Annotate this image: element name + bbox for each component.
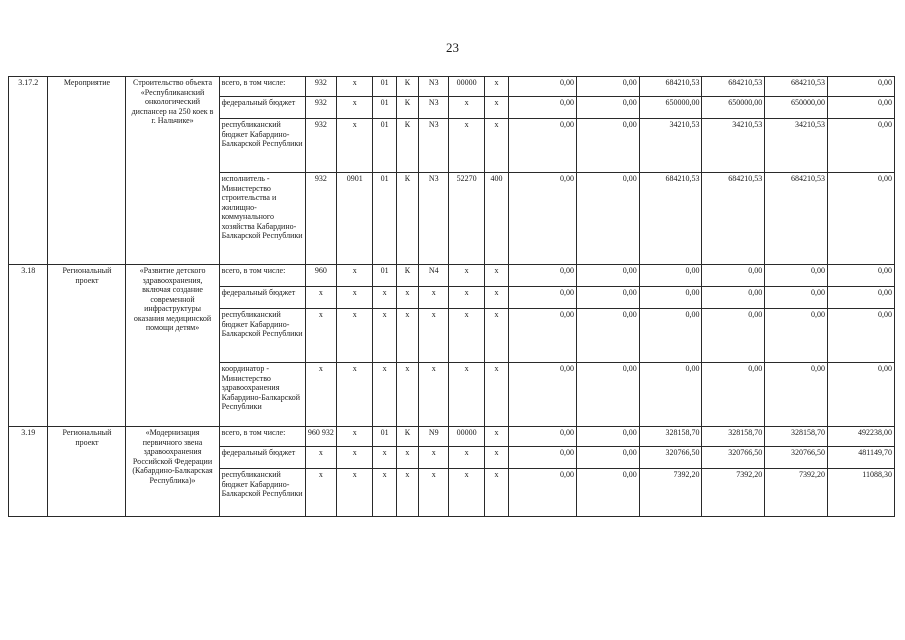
amount-year-6: 0,00 [828, 363, 895, 427]
amount-year-5: 650000,00 [765, 97, 828, 119]
amount-year-3: 650000,00 [639, 97, 702, 119]
amount-year-1: 0,00 [509, 287, 577, 309]
amount-year-1: 0,00 [509, 469, 577, 517]
section-code: х [337, 309, 373, 363]
amount-year-4: 320766,50 [702, 447, 765, 469]
project-code: N3 [419, 97, 449, 119]
section-code: 0901 [337, 173, 373, 265]
subprogram-code: К [396, 119, 418, 173]
section-code: х [337, 469, 373, 517]
funding-source: всего, в том числе: [219, 427, 305, 447]
program-code: 01 [373, 265, 396, 287]
section-code: х [337, 427, 373, 447]
amount-year-6: 11088,30 [828, 469, 895, 517]
direction-code: 00000 [449, 77, 484, 97]
direction-code: 52270 [449, 173, 484, 265]
section-type: Региональный проект [48, 265, 126, 427]
funding-source: федеральный бюджет [219, 287, 305, 309]
funding-source: республиканский бюджет Кабардино-Балкарской Республики [219, 469, 305, 517]
program-code: 01 [373, 97, 396, 119]
direction-code: х [449, 265, 484, 287]
group-code: 932 [305, 77, 336, 97]
section-type: Мероприятие [48, 77, 126, 265]
section-code: х [337, 447, 373, 469]
project-code: х [419, 469, 449, 517]
funding-source: республиканский бюджет Кабардино-Балкарской Республики [219, 309, 305, 363]
amount-year-6: 0,00 [828, 77, 895, 97]
amount-year-1: 0,00 [509, 97, 577, 119]
section-code: х [337, 363, 373, 427]
project-code: N4 [419, 265, 449, 287]
project-code: х [419, 363, 449, 427]
budget-table-body [9, 77, 895, 517]
group-code: х [305, 447, 336, 469]
table-row [9, 77, 895, 97]
expense-type-code: х [484, 265, 508, 287]
amount-year-4: 0,00 [702, 363, 765, 427]
funding-source: республиканский бюджет Кабардино-Балкарской Республики [219, 119, 305, 173]
amount-year-4: 7392,20 [702, 469, 765, 517]
program-code: 01 [373, 119, 396, 173]
amount-year-3: 320766,50 [639, 447, 702, 469]
subprogram-code: К [396, 427, 418, 447]
amount-year-4: 0,00 [702, 265, 765, 287]
amount-year-2: 0,00 [576, 77, 639, 97]
amount-year-1: 0,00 [509, 447, 577, 469]
program-code: х [373, 447, 396, 469]
group-code: 960 [305, 265, 336, 287]
section-code: х [337, 265, 373, 287]
group-code: х [305, 287, 336, 309]
direction-code: х [449, 119, 484, 173]
amount-year-6: 0,00 [828, 309, 895, 363]
section-code: х [337, 119, 373, 173]
amount-year-5: 684210,53 [765, 173, 828, 265]
direction-code: х [449, 469, 484, 517]
section-number: 3.17.2 [9, 77, 48, 265]
amount-year-5: 684210,53 [765, 77, 828, 97]
group-code: 932 [305, 173, 336, 265]
amount-year-3: 0,00 [639, 309, 702, 363]
amount-year-2: 0,00 [576, 265, 639, 287]
amount-year-3: 0,00 [639, 363, 702, 427]
direction-code: 00000 [449, 427, 484, 447]
expense-type-code: х [484, 363, 508, 427]
funding-source: всего, в том числе: [219, 265, 305, 287]
amount-year-2: 0,00 [576, 363, 639, 427]
program-code: х [373, 287, 396, 309]
group-code: 932 [305, 97, 336, 119]
funding-source: федеральный бюджет [219, 97, 305, 119]
funding-source: исполнитель - Министерство строительства и жилищно-коммунального хозяйства Кабардино-Балкарской Республики [219, 173, 305, 265]
amount-year-3: 0,00 [639, 265, 702, 287]
expense-type-code: х [484, 77, 508, 97]
expense-type-code: х [484, 97, 508, 119]
group-code: х [305, 363, 336, 427]
section-name: «Развитие детского здравоохранения, включая создание современной инфраструктуры оказания медицинской помощи детям» [126, 265, 219, 427]
amount-year-2: 0,00 [576, 427, 639, 447]
amount-year-6: 0,00 [828, 119, 895, 173]
project-code: N9 [419, 427, 449, 447]
project-code: х [419, 287, 449, 309]
amount-year-1: 0,00 [509, 427, 577, 447]
amount-year-3: 0,00 [639, 287, 702, 309]
direction-code: х [449, 287, 484, 309]
section-name: «Модернизация первичного звена здравоохранения Российской Федерации (Кабардино-Балкарская Республика)» [126, 427, 219, 517]
expense-type-code: х [484, 287, 508, 309]
amount-year-2: 0,00 [576, 173, 639, 265]
amount-year-1: 0,00 [509, 173, 577, 265]
amount-year-1: 0,00 [509, 77, 577, 97]
program-code: х [373, 469, 396, 517]
program-code: 01 [373, 427, 396, 447]
table-row [9, 427, 895, 447]
subprogram-code: К [396, 265, 418, 287]
amount-year-6: 481149,70 [828, 447, 895, 469]
amount-year-5: 0,00 [765, 287, 828, 309]
page-number: 23 [446, 40, 459, 55]
amount-year-4: 0,00 [702, 287, 765, 309]
amount-year-5: 320766,50 [765, 447, 828, 469]
amount-year-4: 684210,53 [702, 77, 765, 97]
amount-year-3: 684210,53 [639, 77, 702, 97]
direction-code: х [449, 309, 484, 363]
amount-year-2: 0,00 [576, 309, 639, 363]
amount-year-5: 328158,70 [765, 427, 828, 447]
subprogram-code: х [396, 469, 418, 517]
expense-type-code: х [484, 469, 508, 517]
amount-year-3: 34210,53 [639, 119, 702, 173]
funding-source: всего, в том числе: [219, 77, 305, 97]
amount-year-5: 7392,20 [765, 469, 828, 517]
expense-type-code: х [484, 119, 508, 173]
funding-source: федеральный бюджет [219, 447, 305, 469]
amount-year-6: 0,00 [828, 173, 895, 265]
amount-year-5: 0,00 [765, 309, 828, 363]
amount-year-2: 0,00 [576, 447, 639, 469]
direction-code: х [449, 363, 484, 427]
program-code: х [373, 363, 396, 427]
section-name: Строительство объекта «Республиканский онкологический диспансер на 250 коек в г. Нальчике» [126, 77, 219, 265]
section-type: Региональный проект [48, 427, 126, 517]
program-code: 01 [373, 173, 396, 265]
section-number: 3.18 [9, 265, 48, 427]
amount-year-2: 0,00 [576, 469, 639, 517]
amount-year-1: 0,00 [509, 309, 577, 363]
expense-type-code: 400 [484, 173, 508, 265]
amount-year-2: 0,00 [576, 97, 639, 119]
subprogram-code: К [396, 77, 418, 97]
program-code: х [373, 309, 396, 363]
section-code: х [337, 287, 373, 309]
amount-year-4: 684210,53 [702, 173, 765, 265]
budget-table [8, 76, 895, 517]
section-number: 3.19 [9, 427, 48, 517]
project-code: N3 [419, 77, 449, 97]
group-code: х [305, 469, 336, 517]
group-code: 960 932 [305, 427, 336, 447]
amount-year-4: 328158,70 [702, 427, 765, 447]
project-code: N3 [419, 119, 449, 173]
amount-year-5: 0,00 [765, 363, 828, 427]
expense-type-code: х [484, 309, 508, 363]
amount-year-1: 0,00 [509, 363, 577, 427]
subprogram-code: х [396, 309, 418, 363]
subprogram-code: К [396, 97, 418, 119]
amount-year-2: 0,00 [576, 119, 639, 173]
subprogram-code: х [396, 287, 418, 309]
amount-year-5: 0,00 [765, 265, 828, 287]
amount-year-4: 650000,00 [702, 97, 765, 119]
amount-year-4: 0,00 [702, 309, 765, 363]
project-code: N3 [419, 173, 449, 265]
project-code: х [419, 309, 449, 363]
section-code: х [337, 77, 373, 97]
amount-year-3: 684210,53 [639, 173, 702, 265]
amount-year-6: 492238,00 [828, 427, 895, 447]
amount-year-2: 0,00 [576, 287, 639, 309]
program-code: 01 [373, 77, 396, 97]
direction-code: х [449, 97, 484, 119]
amount-year-1: 0,00 [509, 265, 577, 287]
table-row [9, 265, 895, 287]
subprogram-code: х [396, 447, 418, 469]
section-code: х [337, 97, 373, 119]
expense-type-code: х [484, 447, 508, 469]
amount-year-5: 34210,53 [765, 119, 828, 173]
amount-year-6: 0,00 [828, 97, 895, 119]
project-code: х [419, 447, 449, 469]
subprogram-code: К [396, 173, 418, 265]
direction-code: х [449, 447, 484, 469]
amount-year-3: 7392,20 [639, 469, 702, 517]
amount-year-3: 328158,70 [639, 427, 702, 447]
amount-year-4: 34210,53 [702, 119, 765, 173]
amount-year-6: 0,00 [828, 287, 895, 309]
funding-source: координатор - Министерство здравоохранения Кабардино-Балкарской Республики [219, 363, 305, 427]
amount-year-1: 0,00 [509, 119, 577, 173]
subprogram-code: х [396, 363, 418, 427]
group-code: 932 [305, 119, 336, 173]
group-code: х [305, 309, 336, 363]
amount-year-6: 0,00 [828, 265, 895, 287]
expense-type-code: х [484, 427, 508, 447]
